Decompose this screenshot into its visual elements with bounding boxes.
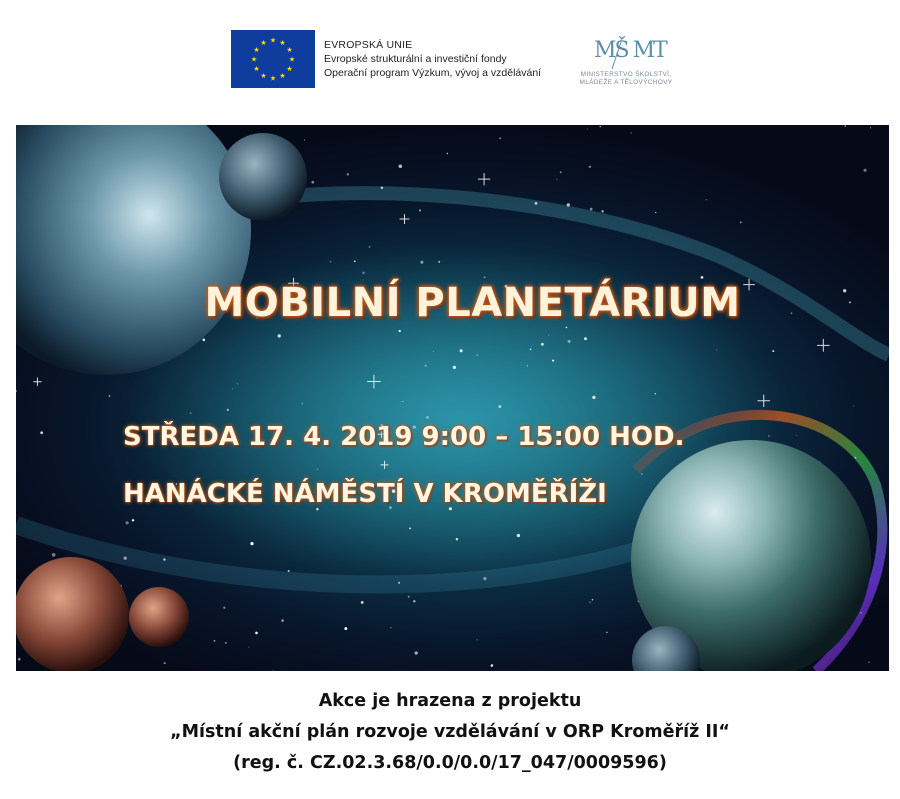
star [600,126,601,127]
star [347,173,349,175]
eu-star-icon: ★ [288,56,296,64]
msmt-logo-mark: MŠ MT [594,38,666,63]
msmt-logo [566,33,686,93]
space-background [16,125,889,671]
sparkle-star [400,214,410,224]
star [126,521,129,524]
star [476,639,477,640]
sparkle-star [478,173,490,185]
eu-star-icon: ★ [279,73,286,80]
sparkle-star [817,339,830,352]
star [740,222,742,224]
star [214,640,216,642]
star [163,558,165,560]
star [362,272,364,274]
star [223,607,225,609]
star [641,473,643,475]
eu-subtitle-2: Operační program Výzkum, vývoj a vzdělávání [324,67,542,79]
moon-planet [219,133,307,221]
star [415,651,418,654]
star [109,395,111,397]
star [16,390,17,392]
star [330,261,331,262]
star [288,570,290,572]
star [527,365,528,366]
sparkle-star [33,378,41,386]
star [853,405,854,406]
funding-line-3: (reg. č. CZ.02.3.68/0.0/0.0/17_047/0009596) [233,753,667,773]
star [590,208,593,211]
star [768,435,770,437]
star [354,260,356,262]
star [491,664,494,667]
star [477,355,478,356]
star [589,166,591,168]
star [402,401,403,402]
star [499,137,501,139]
star [304,140,305,141]
star [560,171,562,173]
star [278,334,281,337]
eu-subtitle-1: Evropské strukturální a investiční fondy [324,53,507,65]
event-place: HANÁCKÉ NÁMĚSTÍ V KROMĚŘÍŽI [123,479,607,509]
star [589,602,590,603]
star [631,132,632,133]
star [408,596,410,598]
star [420,261,423,264]
eu-flag-icon [231,30,315,88]
eu-star-icon: ★ [286,66,293,73]
star [541,343,544,346]
eu-logo-block [231,30,541,88]
star [716,349,717,350]
star [592,396,595,399]
star [552,360,554,362]
star [419,209,421,211]
msmt-logo-icon [566,33,686,73]
star [40,431,43,434]
eu-title: EVROPSKÁ UNIE [324,39,413,51]
msmt-line-1: MINISTERSTVO ŠKOLSTVÍ, [580,71,672,78]
star [606,632,607,633]
event-date: STŘEDA 17. 4. 2019 9:00 – 15:00 HOD. [123,422,685,452]
star [706,199,707,200]
star [655,393,656,394]
star [190,412,192,414]
star [361,601,364,604]
eu-star-icon: ★ [260,73,267,80]
star [453,366,456,369]
star [456,538,458,540]
star [232,388,233,389]
star [701,276,704,279]
star [409,528,411,530]
star [311,181,314,184]
banner-title: MOBILNÍ PLANETÁRIUM [204,280,741,326]
star [587,129,588,130]
star [460,349,463,352]
red-planet [16,557,129,671]
star [566,327,568,329]
planetarium-banner [16,125,889,671]
star [535,202,538,205]
star [601,210,603,212]
star [592,599,593,600]
star [568,340,571,343]
eu-text [324,38,541,80]
eu-star-icon: ★ [279,40,286,47]
star [548,334,549,335]
eu-star-icon: ★ [250,56,258,64]
star [517,534,520,537]
star [870,127,871,128]
star [124,556,127,559]
star [413,600,415,602]
star [860,612,861,613]
star [344,627,347,630]
star [18,658,21,661]
star [369,246,371,248]
star [227,409,229,411]
star [425,365,427,367]
star [772,350,774,352]
funding-line-1: Akce je hrazena z projektu [318,691,582,711]
star [426,416,429,419]
star [202,339,205,342]
star [381,187,383,189]
eu-star-icon: ★ [253,66,260,73]
star [237,383,238,384]
star [399,164,403,168]
star [225,642,226,643]
red-moon [129,587,189,647]
eu-star-icon: ★ [269,37,277,45]
star [281,619,283,621]
star [164,662,166,664]
star [498,405,501,408]
funding-line-2: „Místní akční plán rozvoje vzdělávání v ORP Kroměříž II“ [170,722,730,742]
star [655,212,656,213]
star [796,435,797,436]
star [132,519,134,521]
star [447,153,449,155]
star [317,469,318,470]
funding-note [0,686,900,779]
star [390,627,391,628]
star [868,661,870,663]
star [484,276,486,278]
star [438,261,440,263]
star [567,203,570,206]
star [255,632,258,635]
star [302,403,303,404]
star [433,351,434,352]
star [52,553,56,557]
msmt-text [566,71,686,87]
star [556,179,557,180]
eu-star-icon: ★ [260,40,267,47]
star [530,349,532,351]
star [584,337,587,340]
eu-star-icon: ★ [253,47,260,54]
eu-star-icon: ★ [286,47,293,54]
star [855,457,857,459]
eu-star-icon: ★ [269,75,277,83]
star [398,582,400,584]
star [844,125,846,127]
msmt-line-2: MLÁDEŽE A TĚLOVÝCHOVY [579,79,673,86]
star [863,169,866,172]
star [273,670,274,671]
star [483,577,486,580]
star [250,542,253,545]
star [399,330,401,332]
star [248,647,249,648]
